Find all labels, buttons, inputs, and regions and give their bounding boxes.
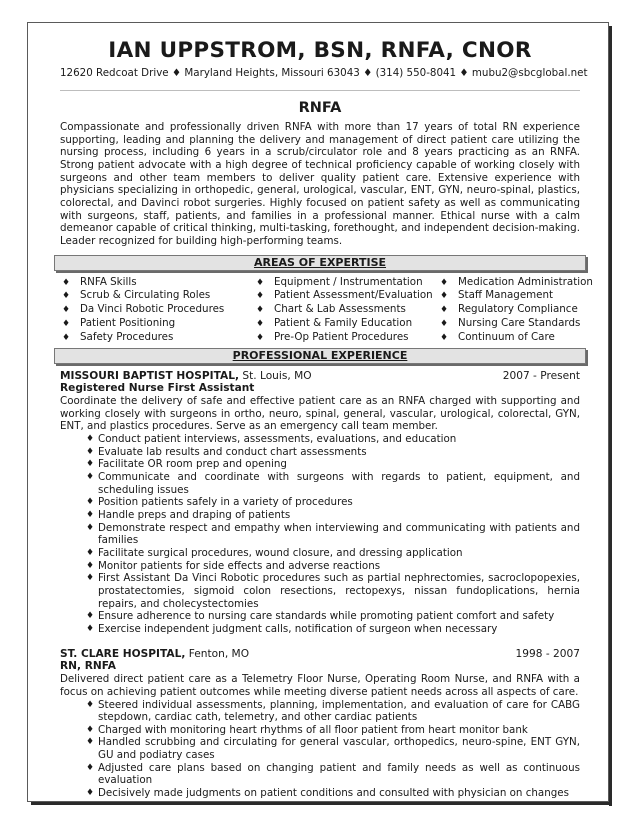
diamond-bullet-icon: ♦ <box>86 459 95 470</box>
expertise-item: ♦ Scrub & Circulating Roles <box>62 289 211 302</box>
diamond-bullet-icon: ♦ <box>86 497 95 508</box>
diamond-bullet-icon: ♦ <box>86 623 95 634</box>
diamond-bullet-icon: ♦ <box>86 611 95 622</box>
job-dates: 1998 - 2007 <box>515 647 580 660</box>
duty-item: ♦ Ensure adherence to nursing care standards while promoting patient comfort and safety <box>86 610 555 623</box>
job-description: Delivered direct patient care as a Telemetry Floor Nurse, Operating Room Nurse, and RNFA with a focus on achieving patient outcomes while meeting diverse patient needs across all aspects of care. <box>60 673 580 698</box>
job-employer-line <box>60 648 249 661</box>
diamond-bullet-icon: ♦ <box>440 318 449 329</box>
candidate-name: IAN UPPSTROM, BSN, RNFA, CNOR <box>108 38 532 63</box>
diamond-bullet-icon: ♦ <box>62 318 71 329</box>
diamond-bullet-icon: ♦ <box>256 305 265 316</box>
page-shadow-bottom <box>31 802 612 805</box>
expertise-column-2 <box>256 276 440 345</box>
job-header <box>60 370 580 383</box>
diamond-bullet-icon: ♦ <box>440 305 449 316</box>
diamond-bullet-icon: ♦ <box>86 522 95 533</box>
job-entry <box>60 370 580 636</box>
diamond-bullet-icon: ♦ <box>86 762 95 773</box>
job-header <box>60 648 580 661</box>
expertise-item: ♦ RNFA Skills <box>62 275 137 288</box>
expertise-item: ♦ Medication Administration <box>440 275 593 288</box>
expertise-column-1 <box>62 276 256 345</box>
duty-item: ♦ Position patients safely in a variety of procedures <box>86 496 353 509</box>
expertise-column-3 <box>440 275 593 345</box>
expertise-item: ♦ Patient Assessment/Evaluation <box>256 289 433 302</box>
job-duties <box>60 699 580 800</box>
duty-item: ♦ Handled scrubbing and circulating for general vascular, orthopedics, neuro-spine, ENT GYN, GU and podiatry cases <box>86 736 580 762</box>
expertise-item: ♦ Safety Procedures <box>62 330 174 343</box>
duty-item: ♦ Conduct patient interviews, assessments, evaluations, and education <box>86 433 457 446</box>
job-title: Registered Nurse First Assistant <box>60 382 255 395</box>
job-description: Coordinate the delivery of safe and effective patient care as an RNFA charged with supporting and working closely with surgeons in ortho, neuro, spinal, general, vascular, urological, colorectal, GYN, ENT, and plastics procedures. Serve as an emergency call team member. <box>60 395 580 433</box>
job-dates: 2007 - Present <box>502 369 580 382</box>
expertise-item: ♦ Nursing Care Standards <box>440 316 581 329</box>
job-duties <box>60 433 580 636</box>
diamond-bullet-icon: ♦ <box>62 332 71 343</box>
duty-item: ♦ Handle preps and draping of patients <box>86 509 291 522</box>
diamond-bullet-icon: ♦ <box>62 305 71 316</box>
diamond-bullet-icon: ♦ <box>86 510 95 521</box>
professional-summary: Compassionate and professionally driven RNFA with more than 17 years of total RN experience supporting, leading and planning the delivery and management of direct patient care utilizing the nursing process, including 6 years in a scrub/circulator role and 8 years practicing as an RNFA. Strong patient advocate with a high degree of technical proficiency capable of working closely with surgeons and other team members to deliver quality patient care. Extensive experience with physicians specializing in orthopedic, general, urological, vascular, ENT, GYN, neuro-spinal, plastics, colorectal, and Davinci robot surgeries. Highly focused on patient safety as well as communicating with surgeons, staff, patients, and families in a professional manner. Ethical nurse with a calm demeanor capable of critical thinking, multi-tasking, forethought, and independent decision-making. Leader recognized for building high-performing teams. <box>60 121 580 247</box>
diamond-bullet-icon: ♦ <box>86 788 95 799</box>
job-location: Fenton, MO <box>185 647 250 660</box>
expertise-item: ♦ Continuum of Care <box>440 330 555 343</box>
job-location: St. Louis, MO <box>239 369 312 382</box>
diamond-bullet-icon: ♦ <box>440 277 449 288</box>
job-employer: MISSOURI BAPTIST HOSPITAL, <box>60 369 239 382</box>
diamond-bullet-icon: ♦ <box>256 291 265 302</box>
expertise-item: ♦ Equipment / Instrumentation <box>256 275 423 288</box>
duty-item: ♦ Decisively made judgments on patient conditions and consulted with physician on changes <box>86 787 569 800</box>
diamond-bullet-icon: ♦ <box>86 724 95 735</box>
contact-line: 12620 Redcoat Drive ♦ Maryland Heights, Missouri 63043 ♦ (314) 550-8041 ♦ mubu2@sbcglobal.net <box>60 67 588 79</box>
duty-item: ♦ Monitor patients for side effects and adverse reactions <box>86 559 381 572</box>
duty-item: ♦ Facilitate surgical procedures, wound closure, and dressing application <box>86 547 463 560</box>
duty-item: ♦ Facilitate OR room prep and opening <box>86 458 287 471</box>
diamond-bullet-icon: ♦ <box>86 560 95 571</box>
diamond-bullet-icon: ♦ <box>62 277 71 288</box>
resume-page <box>60 38 593 800</box>
diamond-bullet-icon: ♦ <box>86 434 95 445</box>
diamond-bullet-icon: ♦ <box>62 291 71 302</box>
duty-item: ♦ Exercise independent judgment calls, notification of surgeon when necessary <box>86 622 498 635</box>
diamond-bullet-icon: ♦ <box>256 277 265 288</box>
expertise-item: ♦ Regulatory Compliance <box>440 303 578 316</box>
job-title: RN, RNFA <box>60 660 116 673</box>
diamond-bullet-icon: ♦ <box>86 446 95 457</box>
diamond-bullet-icon: ♦ <box>256 318 265 329</box>
expertise-list <box>62 275 593 345</box>
expertise-heading-text: AREAS OF EXPERTISE <box>253 255 387 269</box>
job-entry <box>60 648 580 800</box>
experience-heading <box>54 348 586 364</box>
diamond-bullet-icon: ♦ <box>86 737 95 748</box>
expertise-item: ♦ Pre-Op Patient Procedures <box>256 330 409 343</box>
diamond-bullet-icon: ♦ <box>86 699 95 710</box>
job-employer-line <box>60 370 312 383</box>
expertise-item: ♦ Patient & Family Education <box>256 316 413 329</box>
diamond-bullet-icon: ♦ <box>440 332 449 343</box>
diamond-bullet-icon: ♦ <box>86 573 95 584</box>
duty-item: ♦ Charged with monitoring heart rhythms of all floor patient from heart monitor bank <box>86 723 528 736</box>
diamond-bullet-icon: ♦ <box>86 472 95 483</box>
resume-title: RNFA <box>298 100 342 116</box>
duty-item: ♦ Steered individual assessments, planning, implementation, and evaluation of care for CABG stepdown, cardiac cath, telemetry, and other cardiac patients <box>86 698 580 724</box>
header-divider <box>60 90 580 91</box>
job-employer: ST. CLARE HOSPITAL, <box>60 647 186 660</box>
expertise-heading <box>54 255 586 271</box>
expertise-item: ♦ Patient Positioning <box>62 316 176 329</box>
expertise-item: ♦ Chart & Lab Assessments <box>256 303 406 316</box>
duty-item: ♦ Adjusted care plans based on changing patient and family needs as well as continuous evaluation <box>86 761 580 787</box>
diamond-bullet-icon: ♦ <box>256 332 265 343</box>
duty-item: ♦ Communicate and coordinate with surgeons with regards to patient, equipment, and scheduling issues <box>86 471 580 496</box>
duty-item: ♦ Demonstrate respect and empathy when interviewing and communicating with patients and families <box>86 521 580 547</box>
page-shadow-right <box>609 26 612 806</box>
experience-heading-text: PROFESSIONAL EXPERIENCE <box>232 348 408 362</box>
expertise-item: ♦ Staff Management <box>440 289 554 302</box>
diamond-bullet-icon: ♦ <box>440 291 449 302</box>
expertise-item: ♦ Da Vinci Robotic Procedures <box>62 303 225 316</box>
diamond-bullet-icon: ♦ <box>86 548 95 559</box>
duty-item: ♦ Evaluate lab results and conduct chart assessments <box>86 445 367 458</box>
duty-item: ♦ First Assistant Da Vinci Robotic procedures such as partial nephrectomies, sacroclopopexies, prostatectomies, sigmoid colon resections, rectopexys, nissan fundoplications, hernia repairs, and cholecystectomies <box>86 572 580 610</box>
